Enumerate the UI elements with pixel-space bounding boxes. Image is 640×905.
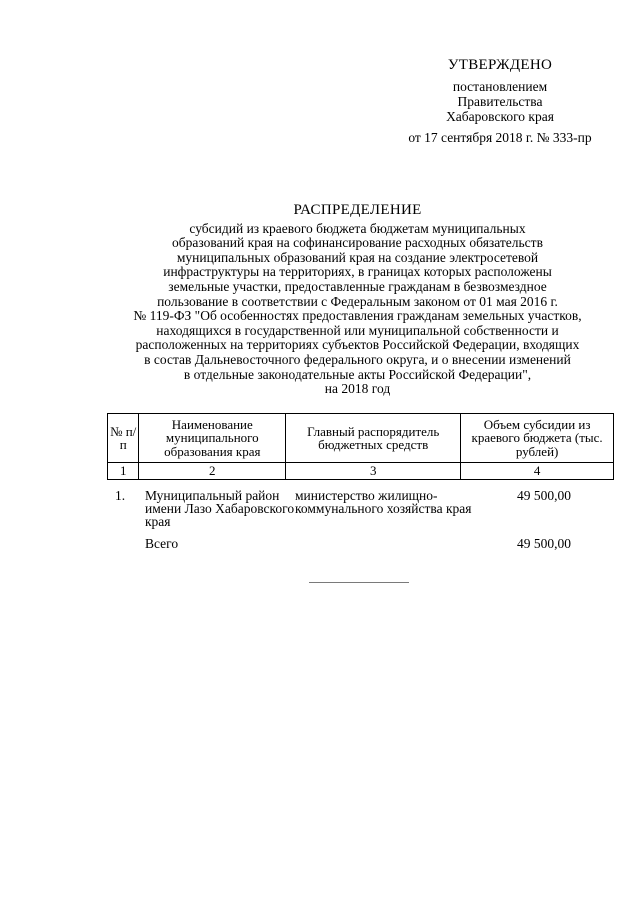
column-number: 2 [139,463,286,480]
end-divider [309,582,409,583]
approval-date-line: от 17 сентября 2018 г. № 333-пр [408,130,592,145]
title-line: в состав Дальневосточного федерального округа, и о внесении изменений [144,351,571,367]
approval-line-1: постановлением [452,79,548,94]
title-line: № 119-ФЗ "Об особенностях предоставления гражданам земельных участков, [133,308,582,324]
header-municipality: Наименование муниципального образования края [139,414,286,463]
title-line: на 2018 год [324,381,391,397]
table-row [107,489,614,537]
approval-heading: УТВЕРЖДЕНО [447,57,553,73]
table-header-row [108,414,614,463]
total-label: Всего [145,536,179,551]
title-line: в отдельные законодательные акты Российской Федерации", [183,366,532,382]
distribution-table-body [107,489,614,557]
row-amount: 49 500,00 [517,488,571,503]
column-number: 1 [108,463,139,480]
document-heading: РАСПРЕДЕЛЕНИЕ [293,202,422,218]
row-municipality: Муниципальный район имени Лазо Хабаровского края [145,488,295,529]
total-amount: 49 500,00 [517,536,571,551]
title-line: образований края на софинансирование расходных обязательств [172,235,543,251]
distribution-table-header [107,413,614,480]
approval-stamp [395,58,605,145]
title-line: муниципальных образований края на создание электросетевой [176,249,539,265]
table-total-row [107,537,614,557]
document-title-block [105,203,610,397]
row-number: 1. [115,488,126,503]
approval-line-3: Хабаровского края [446,109,554,124]
approval-line-2: Правительства [457,94,543,109]
title-line: земельные участки, предоставленные гражданам в безвозмездное [168,278,547,294]
header-administrator: Главный распорядитель бюджетных средств [286,414,461,463]
title-line: пользование в соответствии с Федеральным законом от 01 мая 2016 г. [157,293,558,309]
column-number: 3 [286,463,461,480]
table-column-numbers-row [108,463,614,480]
title-line: субсидий из краевого бюджета бюджетам муниципальных [189,220,526,236]
title-line: инфраструктуры на территориях, в границах которых расположены [163,264,552,280]
header-subsidy-amount: Объем субсидии из краевого бюджета (тыс. рублей) [461,414,614,463]
title-line: находящихся в государственной или муниципальной собственности и [156,322,559,338]
column-number: 4 [461,463,614,480]
row-administrator: министерство жилищно-коммунального хозяйства края [295,488,472,516]
title-line: расположенных на территориях субъектов Российской Федерации, входящих [135,337,580,353]
header-number: № п/п [108,414,139,463]
